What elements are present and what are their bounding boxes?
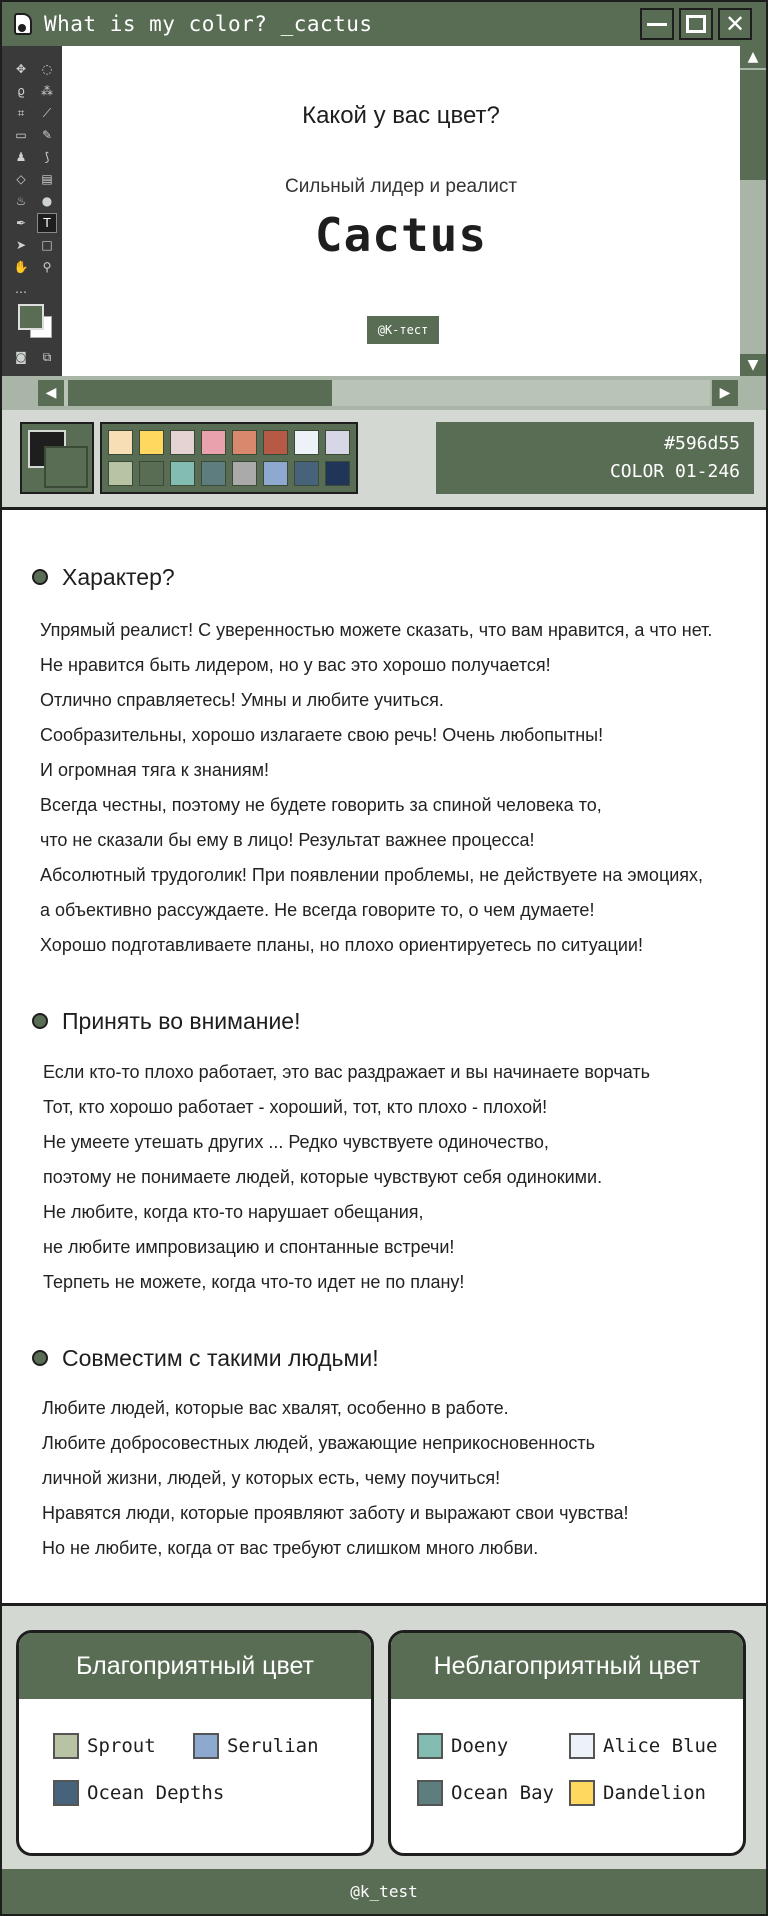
footer: @k_test [2,1869,766,1914]
text-line: не любите импровизацию и спонтанные встречи! [43,1237,455,1257]
more-tools-icon[interactable]: … [15,282,27,296]
color-chip-swatch [417,1780,443,1806]
color-chip [417,1780,554,1806]
minimize-button[interactable] [640,8,674,40]
text-line: личной жизни, людей, у которых есть, чему поучиться! [42,1468,501,1488]
pen-tool-icon[interactable]: ✒ [15,216,27,230]
color-chip [569,1733,717,1759]
path-select-icon[interactable]: ➤ [15,238,27,252]
brand-stamp: @K-тест [367,316,439,344]
color-chip-swatch [569,1733,595,1759]
magic-wand-icon[interactable]: ⁂ [41,84,53,98]
text-line: Не любите, когда кто-то нарушает обещания, [43,1202,424,1222]
palette-swatch[interactable] [201,430,226,455]
text-tool-icon[interactable]: T [38,214,56,232]
palette-swatch[interactable] [294,461,319,486]
bad-colors-card [388,1630,746,1856]
canvas-subtitle: Сильный лидер и реалист [284,176,518,197]
section-title: Принять во внимание! [62,1008,301,1034]
color-info-box [436,422,754,494]
close-button[interactable] [718,8,752,40]
text-line: Любите добросовестных людей, уважающие неприкосновенность [42,1433,595,1453]
ellipse-select-icon[interactable]: ◌ [41,62,53,76]
text-line: Не умеете утешать других ... Редко чувствуете одиночество, [43,1132,549,1152]
foreground-color-swatch[interactable] [18,304,44,330]
canvas-question: Какой у вас цвет? [302,102,500,129]
section-character [2,510,766,960]
colors-area [2,1603,766,1869]
color-chip-name: Serulian [227,1735,319,1757]
palette-swatch[interactable] [294,430,319,455]
window-title: What is my color? _cactus [44,12,373,36]
text-line: Упрямый реалист! С уверенностью можете сказать, что вам нравится, а что нет. [40,620,713,640]
color-chip-name: Doeny [451,1735,509,1757]
scroll-up-icon[interactable]: ▲ [740,46,766,68]
text-line: И огромная тяга к знаниям! [40,760,269,780]
color-name: Cactus [314,208,488,262]
maximize-button[interactable] [679,8,713,40]
palette-swatch[interactable] [170,430,195,455]
section-bullet-icon [32,1350,48,1366]
section-title: Характер? [62,564,175,590]
color-chip-name: Alice Blue [603,1735,718,1757]
text-line: поэтому не понимаете людей, которые чувствуют себя одинокими. [43,1167,603,1187]
text-line: Хорошо подготавливаете планы, но плохо ориентируетесь по ситуации! [40,935,643,955]
color-chip-swatch [53,1780,79,1806]
palette-swatch[interactable] [201,461,226,486]
horizontal-scrollbar[interactable] [2,376,766,410]
palette-swatch[interactable] [263,461,288,486]
app-icon [14,13,32,35]
text-line: Любите людей, которые вас хвалят, особенно в работе. [42,1398,509,1418]
text-line: Всегда честны, поэтому не будете говорить за спиной человека то, [40,795,602,815]
palette-swatch[interactable] [325,430,350,455]
canvas [62,46,740,376]
palette-swatch[interactable] [108,430,133,455]
text-line: Сообразительны, хорошо излагаете свою речь! Очень любопытны! [40,725,604,745]
section-bullet-icon [32,1013,48,1029]
text-line: Но не любите, когда от вас требуют слишком много любви. [42,1538,539,1558]
palette-bar [2,410,766,510]
scroll-right-icon[interactable]: ▶ [712,380,738,406]
good-colors-title: Благоприятный цвет [19,1633,371,1699]
color-code: COLOR 01-246 [609,461,740,482]
color-chip-name: Ocean Bay [451,1782,554,1804]
text-line: Не нравится быть лидером, но у вас это хорошо получается! [40,655,551,675]
rectangle-tool-icon[interactable]: □ [41,238,53,252]
current-colors[interactable] [20,422,94,494]
palette-swatch[interactable] [108,461,133,486]
good-colors-card [16,1630,374,1856]
section-bullet-icon [32,569,48,585]
move-tool-icon[interactable]: ✥ [15,62,27,76]
section-title: Совместим с такими людьми! [62,1345,379,1371]
hand-tool-icon[interactable]: ✋ [13,260,29,274]
color-chip [417,1733,508,1759]
palette-swatch[interactable] [263,430,288,455]
horizontal-scroll-thumb[interactable] [68,380,332,406]
color-chip-name: Ocean Depths [87,1782,225,1804]
palette-swatch[interactable] [139,461,164,486]
bad-colors-title: Неблагоприятный цвет [391,1633,743,1699]
color-chip [569,1780,706,1806]
text-line: а объективно рассуждаете. Не всегда говорите то, о чем думаете! [40,900,595,920]
color-palette [100,422,358,494]
section-compatible [2,1298,766,1598]
text-line: Тот, кто хорошо работает - хороший, тот, кто плохо - плохой! [43,1097,548,1117]
history-brush-icon[interactable]: ⟆ [44,150,50,164]
patch-tool-icon[interactable]: ▭ [15,128,27,142]
vertical-scrollbar[interactable] [740,46,766,376]
color-chip-name: Dandelion [603,1782,706,1804]
quick-mask-icon[interactable]: ◙ [15,350,27,364]
palette-swatch[interactable] [232,461,257,486]
title-bar [2,2,766,46]
blur-tool-icon[interactable]: ♨ [15,194,27,208]
brush-tool-icon[interactable]: ✎ [41,128,53,142]
section-attention [2,962,766,1292]
zoom-tool-icon[interactable]: ⚲ [42,260,52,274]
stamp-tool-icon[interactable]: ♟ [15,150,27,164]
color-chip [53,1733,156,1759]
color-chip-swatch [53,1733,79,1759]
vertical-scroll-thumb[interactable] [740,70,766,180]
palette-swatch[interactable] [325,461,350,486]
text-line: Терпеть не можете, когда что-то идет не по плану! [43,1272,465,1292]
color-chip-swatch [569,1780,595,1806]
palette-swatch[interactable] [232,430,257,455]
tool-palette [2,46,62,376]
scroll-down-icon[interactable]: ▼ [740,354,766,376]
text-line: Нравятся люди, которые проявляют заботу и выражают свои чувства! [42,1503,629,1523]
text-line: Если кто-то плохо работает, это вас раздражает и вы начинаете ворчать [43,1062,650,1082]
text-line: что не сказали бы ему в лицо! Результат важнее процесса! [40,830,535,850]
lasso-tool-icon[interactable]: ϱ [17,84,25,98]
hex-code: #596d55 [664,433,740,454]
color-chip [53,1780,224,1806]
color-chip-name: Sprout [87,1735,156,1757]
text-line: Абсолютный трудоголик! При появлении проблемы, не действуете на эмоциях, [40,865,704,885]
color-chip-swatch [417,1733,443,1759]
dodge-tool-icon[interactable]: ● [41,194,53,208]
gradient-tool-icon[interactable]: ▤ [41,172,53,186]
screen-mode-icon[interactable]: ⧉ [42,349,52,364]
text-line: Отлично справляетесь! Умны и любите учиться. [40,690,444,710]
crop-tool-icon[interactable]: ⌗ [17,105,25,120]
palette-swatch[interactable] [170,461,195,486]
current-background-swatch[interactable] [44,446,88,488]
eraser-tool-icon[interactable]: ◇ [16,172,26,186]
color-chip [193,1733,319,1759]
palette-swatch[interactable] [139,430,164,455]
scroll-left-icon[interactable]: ◀ [38,380,64,406]
eyedropper-icon[interactable]: ⟋ [42,105,52,120]
color-chip-swatch [193,1733,219,1759]
